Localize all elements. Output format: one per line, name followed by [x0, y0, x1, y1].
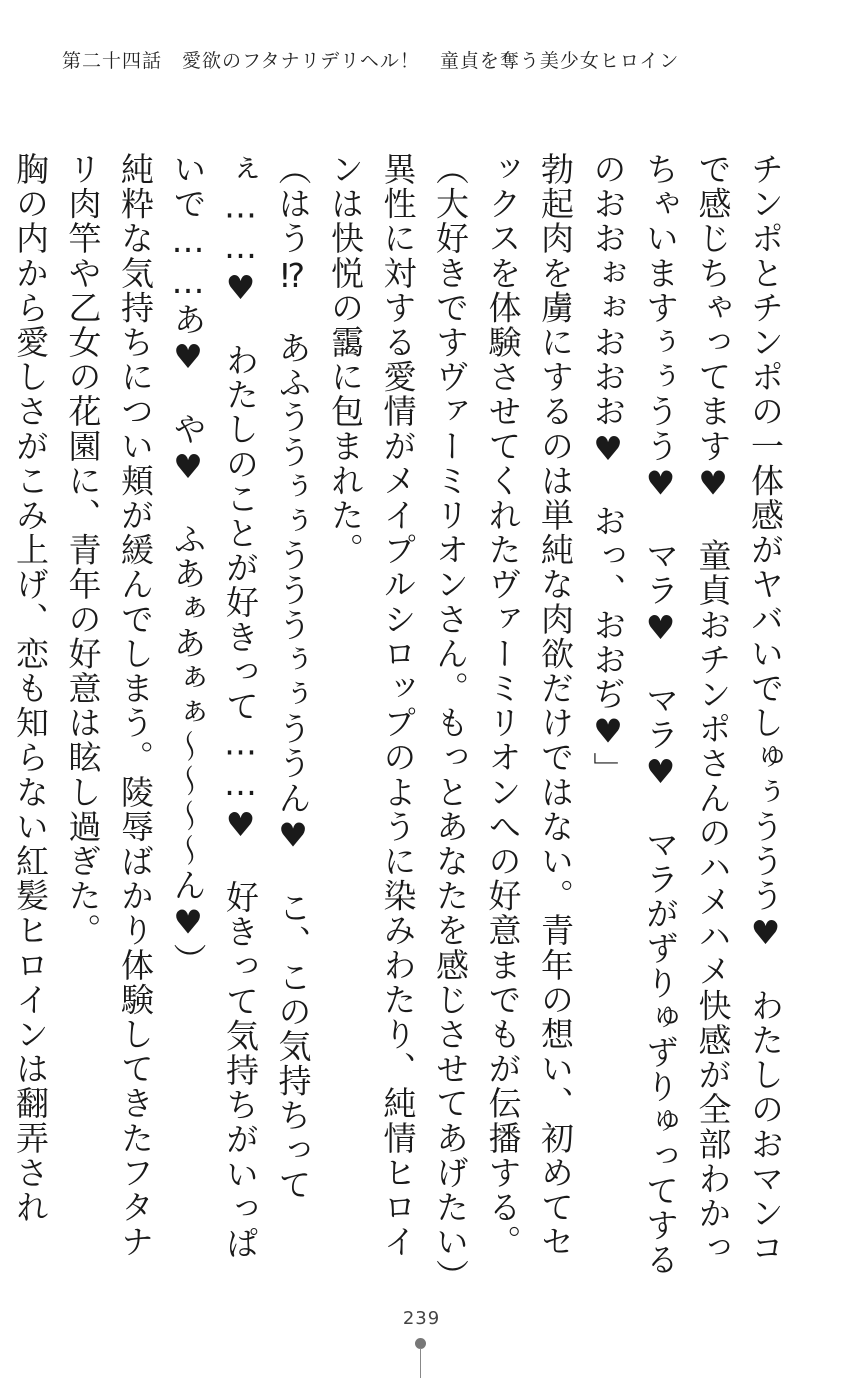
paragraph: チンポとチンポの一体感がヤバいでしゅぅううう♥ わたしのおマンコで感じちゃってます♥ 童貞おチンポさんのハメハメ快感が全部わかっちゃいますぅぅうう♥ マラ♥ マラ♥ マラがずりゅずりゅってするのおおぉぉおおお♥ おっ、おおぢ♥」 [588, 152, 785, 1278]
paragraph: 胸の内から愛しさがこみ上げ、恋も知らない紅髪ヒロインは翻弄され [11, 152, 50, 1225]
paragraph: （大好きですヴァーミリオンさん。もっとあなたを感じさせてあげたい） [431, 152, 470, 1294]
paragraph: 勃起肉を虜にするのは単純な肉欲だけではない。青年の想い、初めてセックスを体験させてくれたヴァーミリオンへの好意までもが伝播する。 [483, 152, 575, 1260]
paragraph: 純粋な気持ちについ頬が緩んでしまう。陵辱ばかり体験してきたフタナリ肉竿や乙女の花園に、青年の好意は眩し過ぎた。 [63, 152, 155, 1260]
folio-line-ornament [420, 1348, 421, 1378]
page-number: 239 [402, 1308, 441, 1329]
paragraph: （はう⁉ あふううぅぅうううぅぅううん♥ こ、この気持ちってぇ……♥ わたしのことが好きって……♥ 好きって気持ちがいっぱいで……あ♥ や♥ ふあぁあぁぁ〜〜〜〜ん♥） [168, 152, 313, 1261]
running-header: 第二十四話 愛欲のフタナリデリヘル！ 童貞を奪う美少女ヒロイン [62, 50, 680, 72]
vertical-body-text [11, 152, 791, 1294]
paragraph: 異性に対する愛情がメイプルシロップのように染みわたり、純情ヒロインは快悦の靄に包まれた。 [326, 152, 418, 1260]
